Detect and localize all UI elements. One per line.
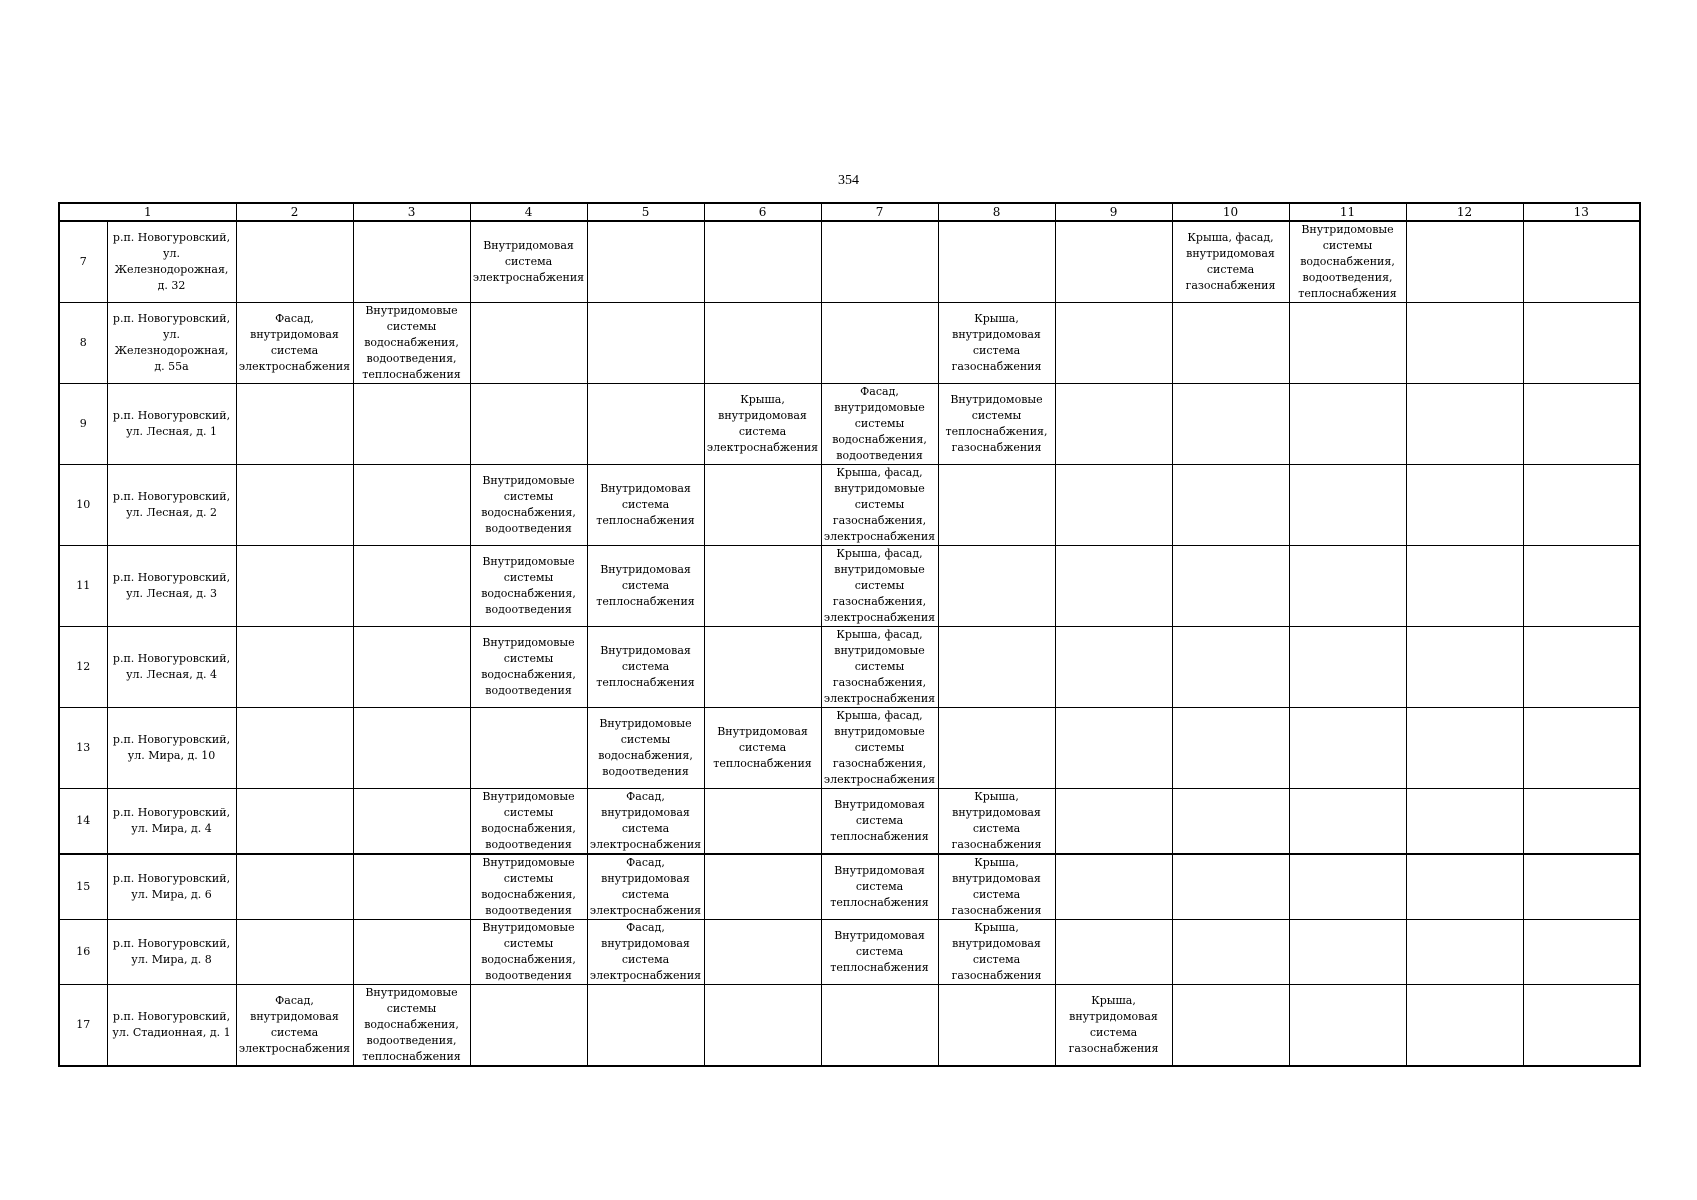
work-cell <box>1523 221 1640 303</box>
work-cell <box>704 465 821 546</box>
table-row <box>59 546 1640 627</box>
repair-schedule-table <box>58 202 1641 1067</box>
column-header: 13 <box>1523 203 1640 221</box>
work-cell <box>353 920 470 985</box>
work-cell <box>236 221 353 303</box>
work-cell: Внутридомовая система электроснабжения <box>470 221 587 303</box>
work-cell: Внутридомовые системы водоснабжения, водоотведения <box>470 546 587 627</box>
column-header: 10 <box>1172 203 1289 221</box>
work-cell <box>704 789 821 855</box>
page-number: 354 <box>838 173 859 188</box>
work-cell <box>1172 789 1289 855</box>
work-cell <box>1289 708 1406 789</box>
work-cell <box>938 465 1055 546</box>
row-number: 7 <box>59 221 107 303</box>
address-cell: р.п. Новогуровский, ул. Мира, д. 6 <box>107 854 236 920</box>
column-header: 1 <box>59 203 236 221</box>
column-header: 12 <box>1406 203 1523 221</box>
work-cell <box>1289 920 1406 985</box>
column-header: 9 <box>1055 203 1172 221</box>
work-cell <box>1172 546 1289 627</box>
work-cell: Крыша, фасад, внутридомовые системы газоснабжения, электроснабжения <box>821 465 938 546</box>
work-cell: Внутридомовая система теплоснабжения <box>587 465 704 546</box>
work-cell <box>1406 303 1523 384</box>
work-cell: Крыша, внутридомовая система газоснабжения <box>938 303 1055 384</box>
column-header: 7 <box>821 203 938 221</box>
address-cell: р.п. Новогуровский, ул. Мира, д. 4 <box>107 789 236 855</box>
work-cell <box>1523 854 1640 920</box>
work-cell <box>1406 465 1523 546</box>
work-cell <box>1406 854 1523 920</box>
work-cell <box>1055 708 1172 789</box>
work-cell: Внутридомовые системы теплоснабжения, газоснабжения <box>938 384 1055 465</box>
work-cell <box>1172 854 1289 920</box>
work-cell: Фасад, внутридомовая система электроснабжения <box>587 789 704 855</box>
column-header: 4 <box>470 203 587 221</box>
work-cell <box>1055 920 1172 985</box>
work-cell <box>821 985 938 1067</box>
column-header: 5 <box>587 203 704 221</box>
work-cell <box>236 708 353 789</box>
work-cell: Внутридомовая система теплоснабжения <box>821 854 938 920</box>
work-cell <box>704 546 821 627</box>
table-row <box>59 221 1640 303</box>
work-cell <box>704 627 821 708</box>
work-cell <box>587 221 704 303</box>
work-cell <box>1523 985 1640 1067</box>
work-cell <box>1055 303 1172 384</box>
row-number: 8 <box>59 303 107 384</box>
work-cell: Внутридомовые системы водоснабжения, водоотведения <box>470 789 587 855</box>
table-row <box>59 854 1640 920</box>
work-cell <box>938 985 1055 1067</box>
work-cell: Крыша, фасад, внутридомовые системы газоснабжения, электроснабжения <box>821 708 938 789</box>
address-cell: р.п. Новогуровский, ул. Мира, д. 10 <box>107 708 236 789</box>
work-cell: Внутридомовые системы водоснабжения, водоотведения <box>470 920 587 985</box>
column-header: 11 <box>1289 203 1406 221</box>
work-cell: Внутридомовая система теплоснабжения <box>587 627 704 708</box>
work-cell <box>1406 985 1523 1067</box>
address-cell: р.п. Новогуровский, ул. Лесная, д. 3 <box>107 546 236 627</box>
work-cell: Внутридомовая система теплоснабжения <box>821 920 938 985</box>
work-cell <box>1172 465 1289 546</box>
work-cell <box>470 303 587 384</box>
work-cell: Внутридомовые системы водоснабжения, водоотведения, теплоснабжения <box>353 303 470 384</box>
row-number: 10 <box>59 465 107 546</box>
work-cell <box>1289 384 1406 465</box>
work-cell <box>353 627 470 708</box>
work-cell <box>1406 920 1523 985</box>
work-cell <box>470 708 587 789</box>
column-header-row <box>59 203 1640 221</box>
address-cell: р.п. Новогуровский, ул. Железнодорожная, д. 55а <box>107 303 236 384</box>
work-cell <box>236 465 353 546</box>
work-cell <box>1523 465 1640 546</box>
work-cell <box>1289 303 1406 384</box>
row-number: 11 <box>59 546 107 627</box>
work-cell: Крыша, фасад, внутридомовые системы газоснабжения, электроснабжения <box>821 627 938 708</box>
work-cell <box>1523 546 1640 627</box>
work-cell <box>1289 465 1406 546</box>
work-cell <box>938 708 1055 789</box>
work-cell <box>1055 221 1172 303</box>
work-cell: Фасад, внутридомовая система электроснабжения <box>587 920 704 985</box>
table-row <box>59 384 1640 465</box>
work-cell <box>1523 384 1640 465</box>
work-cell <box>938 627 1055 708</box>
work-cell <box>938 221 1055 303</box>
work-cell <box>938 546 1055 627</box>
address-cell: р.п. Новогуровский, ул. Лесная, д. 4 <box>107 627 236 708</box>
work-cell: Внутридомовые системы водоснабжения, водоотведения <box>587 708 704 789</box>
table-row <box>59 920 1640 985</box>
work-cell: Внутридомовые системы водоснабжения, водоотведения <box>470 627 587 708</box>
work-cell: Внутридомовые системы водоснабжения, водоотведения, теплоснабжения <box>353 985 470 1067</box>
work-cell <box>236 546 353 627</box>
work-cell <box>1289 854 1406 920</box>
work-cell: Фасад, внутридомовая система электроснабжения <box>236 985 353 1067</box>
row-number: 15 <box>59 854 107 920</box>
work-cell <box>1289 546 1406 627</box>
work-cell <box>1055 627 1172 708</box>
table-row <box>59 465 1640 546</box>
work-cell <box>704 221 821 303</box>
work-cell <box>704 985 821 1067</box>
work-cell: Внутридомовые системы водоснабжения, водоотведения <box>470 854 587 920</box>
work-cell: Крыша, внутридомовая система газоснабжения <box>1055 985 1172 1067</box>
column-header: 6 <box>704 203 821 221</box>
work-cell <box>1172 627 1289 708</box>
address-cell: р.п. Новогуровский, ул. Железнодорожная, д. 32 <box>107 221 236 303</box>
table-row <box>59 708 1640 789</box>
work-cell <box>1523 789 1640 855</box>
row-number: 13 <box>59 708 107 789</box>
work-cell <box>1406 789 1523 855</box>
work-cell: Крыша, внутридомовая система газоснабжения <box>938 854 1055 920</box>
work-cell <box>353 221 470 303</box>
work-cell <box>1172 303 1289 384</box>
work-cell <box>353 708 470 789</box>
work-cell <box>1055 546 1172 627</box>
work-cell <box>1523 920 1640 985</box>
work-cell: Внутридомовая система теплоснабжения <box>587 546 704 627</box>
column-header: 2 <box>236 203 353 221</box>
work-cell <box>1406 384 1523 465</box>
work-cell: Крыша, фасад, внутридомовые системы газоснабжения, электроснабжения <box>821 546 938 627</box>
work-cell <box>821 221 938 303</box>
work-cell <box>1055 789 1172 855</box>
work-cell <box>1523 708 1640 789</box>
work-cell <box>1172 985 1289 1067</box>
work-cell <box>1172 708 1289 789</box>
work-cell: Фасад, внутридомовая система электроснабжения <box>236 303 353 384</box>
work-cell <box>236 789 353 855</box>
row-number: 9 <box>59 384 107 465</box>
work-cell <box>1172 920 1289 985</box>
work-cell <box>1289 789 1406 855</box>
work-cell <box>587 985 704 1067</box>
column-header: 3 <box>353 203 470 221</box>
work-cell <box>704 854 821 920</box>
work-cell <box>353 384 470 465</box>
table-row <box>59 303 1640 384</box>
work-cell <box>587 303 704 384</box>
work-cell <box>1172 384 1289 465</box>
row-number: 16 <box>59 920 107 985</box>
work-cell: Крыша, внутридомовая система газоснабжения <box>938 789 1055 855</box>
work-cell <box>353 854 470 920</box>
column-header: 8 <box>938 203 1055 221</box>
work-cell <box>470 384 587 465</box>
address-cell: р.п. Новогуровский, ул. Стадионная, д. 1 <box>107 985 236 1067</box>
work-cell: Крыша, внутридомовая система электроснабжения <box>704 384 821 465</box>
work-cell <box>821 303 938 384</box>
work-cell <box>236 854 353 920</box>
address-cell: р.п. Новогуровский, ул. Мира, д. 8 <box>107 920 236 985</box>
work-cell: Внутридомовые системы водоснабжения, водоотведения, теплоснабжения <box>1289 221 1406 303</box>
work-cell <box>704 920 821 985</box>
work-cell <box>1406 546 1523 627</box>
work-cell <box>236 384 353 465</box>
work-cell <box>353 546 470 627</box>
work-cell <box>1523 303 1640 384</box>
work-cell <box>1289 985 1406 1067</box>
table-row <box>59 985 1640 1067</box>
work-cell <box>353 789 470 855</box>
work-cell <box>236 627 353 708</box>
work-cell: Внутридомовая система теплоснабжения <box>704 708 821 789</box>
table-row <box>59 627 1640 708</box>
work-cell <box>1523 627 1640 708</box>
work-cell: Крыша, фасад, внутридомовая система газоснабжения <box>1172 221 1289 303</box>
row-number: 14 <box>59 789 107 855</box>
work-cell <box>1055 854 1172 920</box>
address-cell: р.п. Новогуровский, ул. Лесная, д. 1 <box>107 384 236 465</box>
work-cell <box>1406 708 1523 789</box>
work-cell: Крыша, внутридомовая система газоснабжения <box>938 920 1055 985</box>
work-cell <box>353 465 470 546</box>
work-cell <box>1055 465 1172 546</box>
work-cell: Фасад, внутридомовая система электроснабжения <box>587 854 704 920</box>
work-cell: Внутридомовые системы водоснабжения, водоотведения <box>470 465 587 546</box>
work-cell <box>704 303 821 384</box>
work-cell <box>1289 627 1406 708</box>
row-number: 12 <box>59 627 107 708</box>
work-cell: Фасад, внутридомовые системы водоснабжения, водоотведения <box>821 384 938 465</box>
work-cell <box>587 384 704 465</box>
table-body <box>59 203 1640 1066</box>
table-row <box>59 789 1640 855</box>
work-cell: Внутридомовая система теплоснабжения <box>821 789 938 855</box>
address-cell: р.п. Новогуровский, ул. Лесная, д. 2 <box>107 465 236 546</box>
work-cell <box>236 920 353 985</box>
work-cell <box>1406 221 1523 303</box>
row-number: 17 <box>59 985 107 1067</box>
work-cell <box>1055 384 1172 465</box>
work-cell <box>1406 627 1523 708</box>
work-cell <box>470 985 587 1067</box>
